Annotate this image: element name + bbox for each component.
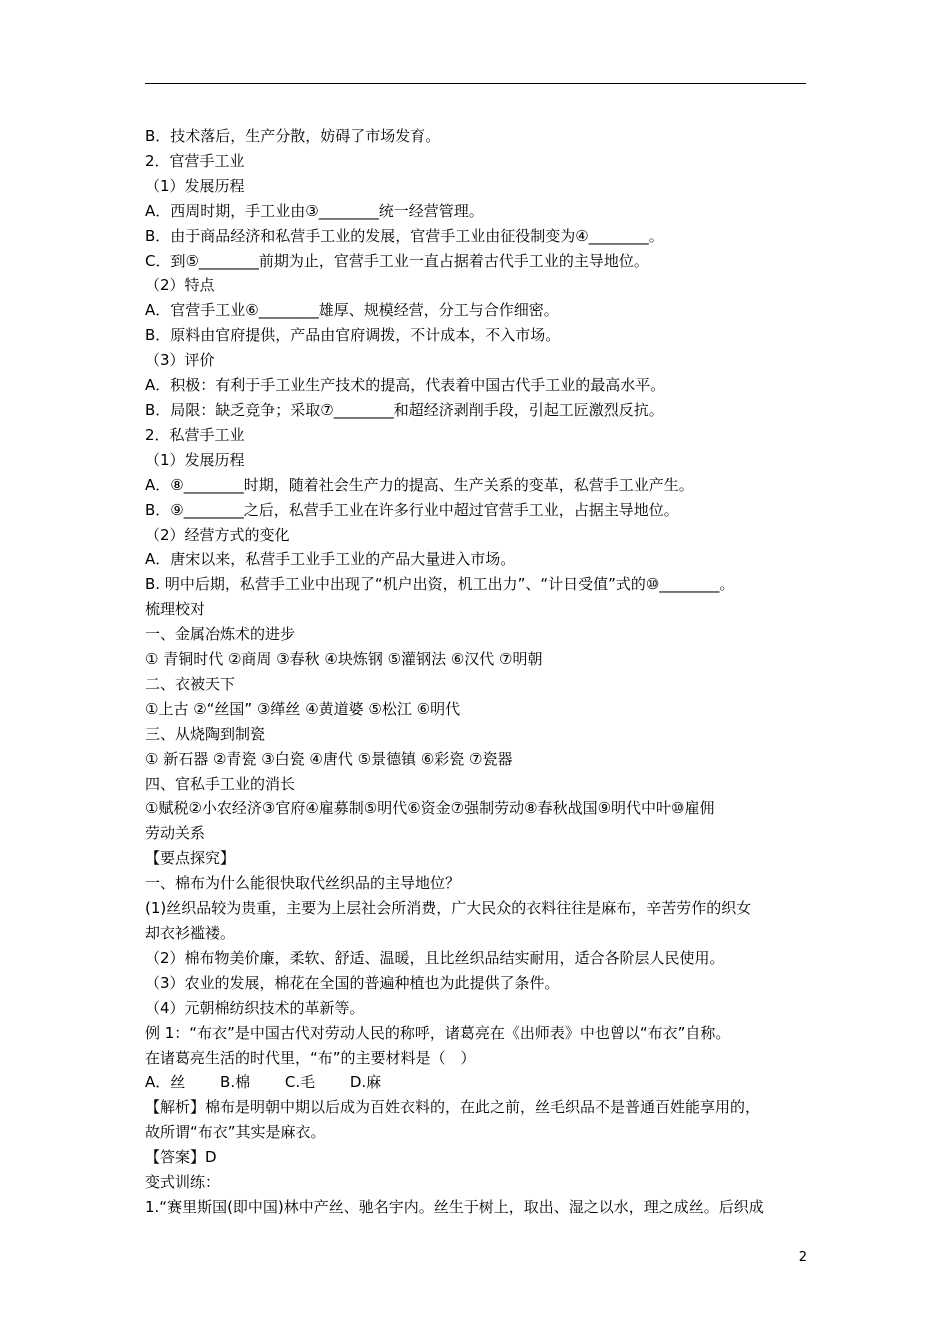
text-line: ① 青铜时代 ②商周 ③春秋 ④块炼钢 ⑤灌钢法 ⑥汉代 ⑦明朝 xyxy=(145,650,543,669)
text-line: A．西周时期，手工业由③________统一经营管理。 xyxy=(145,201,484,220)
text-line: B．局限：缺乏竞争；采取⑦________和超经济剥削手段，引起工匠激烈反抗。 xyxy=(145,400,664,419)
text-line: A．官营手工业⑥________雄厚、规模经营，分工与合作细密。 xyxy=(145,301,559,320)
text-line: （3）评价 xyxy=(145,351,215,370)
text-line: 1.“赛里斯国(即中国)林中产丝、驰名宇内。丝生于树上，取出、湿之以水，理之成丝。后织成 xyxy=(145,1197,764,1216)
text-line: 变式训练： xyxy=(145,1173,221,1192)
text-line: 【答案】D xyxy=(145,1148,217,1167)
text-line: 劳动关系 xyxy=(145,824,206,843)
text-line: 却衣衫褴褛。 xyxy=(145,924,236,942)
text-line: ①赋税②小农经济③官府④雇募制⑤明代⑥资金⑦强制劳动⑧春秋战国⑨明代中叶⑩雇佣 xyxy=(145,799,715,818)
text-line: 在诸葛亮生活的时代里，“布”的主要材料是（ ） xyxy=(145,1048,476,1067)
text-line: （4）元朝棉纺织技术的革新等。 xyxy=(145,998,365,1017)
text-line: C．到⑤________前期为止，官营手工业一直占据着古代手工业的主导地位。 xyxy=(145,251,649,270)
text-line: (1)丝织品较为贵重，主要为上层社会所消费，广大民众的衣料往往是麻布，辛苦劳作的织女 xyxy=(145,899,752,918)
text-line: 三、从烧陶到制瓷 xyxy=(145,724,266,743)
document-body xyxy=(145,124,806,1220)
text-line: A．唐宋以来，私营手工业手工业的产品大量进入市场。 xyxy=(145,550,516,569)
text-line: 二、衣被天下 xyxy=(145,674,236,693)
text-line: A．积极：有利于手工业生产技术的提高，代表着中国古代手工业的最高水平。 xyxy=(145,376,666,395)
text-line: B. 明中后期，私营手工业中出现了“机户出资，机工出力”、“计日受值”式的⑩________。 xyxy=(145,575,735,594)
text-line: 2．私营手工业 xyxy=(145,425,245,444)
text-line: B．技术落后，生产分散，妨碍了市场发育。 xyxy=(145,127,441,145)
text-line: 故所谓“布衣”其实是麻衣。 xyxy=(145,1123,326,1142)
text-line: 例 1：“布衣”是中国古代对劳动人民的称呼，诸葛亮在《出师表》中也曾以“布衣”自称。 xyxy=(145,1023,731,1042)
text-line: 一、金属冶炼术的进步 xyxy=(145,625,296,644)
text-line: 梳理校对 xyxy=(145,600,206,619)
text-line: ①上古 ②“丝国” ③缂丝 ④黄道婆 ⑤松江 ⑥明代 xyxy=(145,699,461,718)
text-line: B．原料由官府提供，产品由官府调拨，不计成本，不入市场。 xyxy=(145,326,561,345)
header-rule xyxy=(145,83,806,84)
text-line: （2）棉布物美价廉，柔软、舒适、温暖，且比丝织品结实耐用，适合各阶层人民使用。 xyxy=(145,948,725,967)
text-line: ① 新石器 ②青瓷 ③白瓷 ④唐代 ⑤景德镇 ⑥彩瓷 ⑦瓷器 xyxy=(145,749,513,768)
text-line: （3）农业的发展，棉花在全国的普遍种植也为此提供了条件。 xyxy=(145,973,560,992)
text-line: A．⑧________时期，随着社会生产力的提高、生产关系的变革，私营手工业产生。 xyxy=(145,475,694,494)
text-line: （2）经营方式的变化 xyxy=(145,525,290,544)
text-line: （1）发展历程 xyxy=(145,176,245,195)
text-line: B．由于商品经济和私营手工业的发展，官营手工业由征役制变为④________。 xyxy=(145,226,664,245)
text-line: 四、官私手工业的消长 xyxy=(145,774,296,793)
page-number: 2 xyxy=(798,1250,807,1265)
text-line: 2．官营手工业 xyxy=(145,151,245,170)
text-line: 【解析】棉布是明朝中期以后成为百姓衣料的，在此之前，丝毛织品不是普通百姓能享用的， xyxy=(145,1098,761,1117)
text-line: （2）特点 xyxy=(145,276,215,295)
text-line: A．丝 B.棉 C.毛 D.麻 xyxy=(145,1073,382,1092)
text-line: 【要点探究】 xyxy=(145,849,236,868)
text-line: B．⑨________之后，私营手工业在许多行业中超过官营手工业，占据主导地位。 xyxy=(145,500,679,519)
text-line: 一、棉布为什么能很快取代丝织品的主导地位？ xyxy=(145,874,461,893)
text-line: （1）发展历程 xyxy=(145,450,245,469)
